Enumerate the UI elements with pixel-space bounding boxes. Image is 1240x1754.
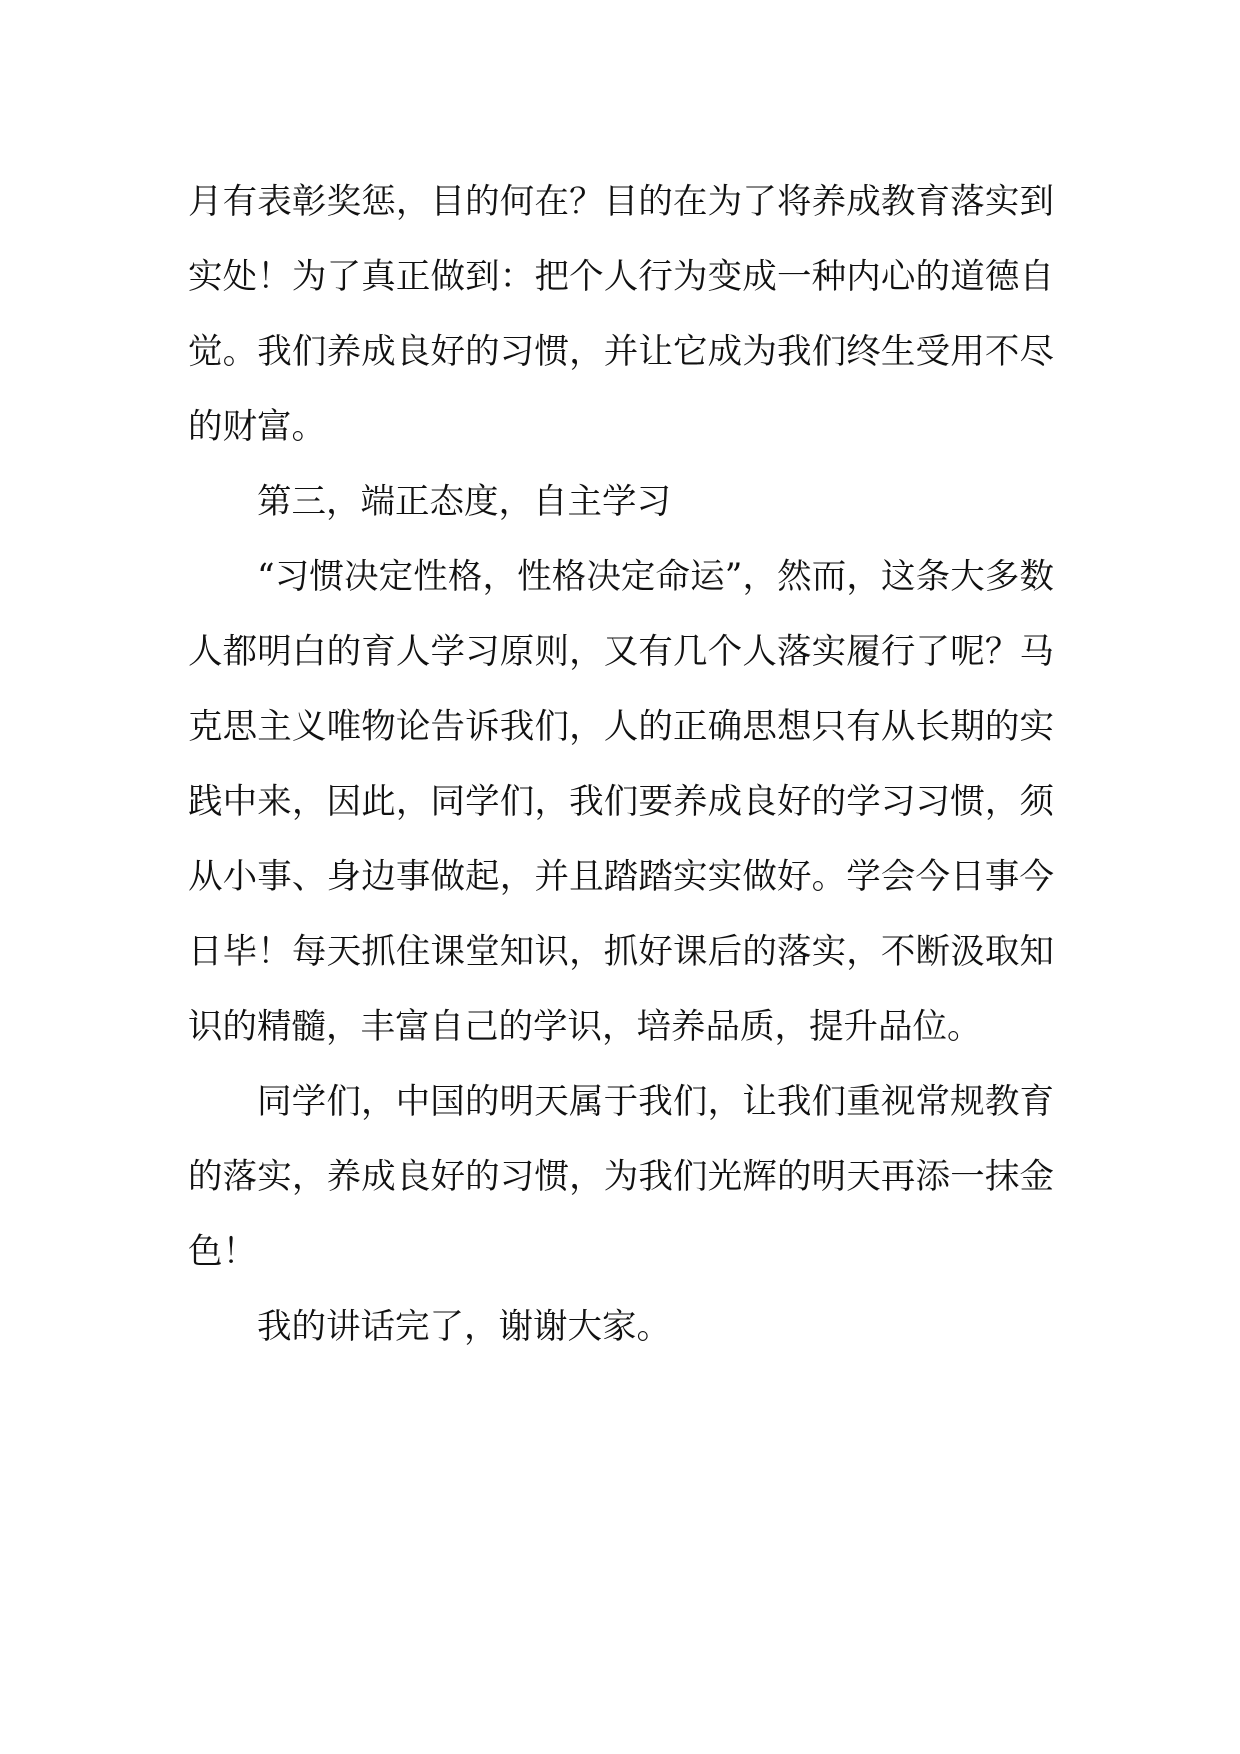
paragraph-conclusion: 同学们，中国的明天属于我们，让我们重视常规教育的落实，养成良好的习惯，为我们光辉的明天再添一抹金色！ — [188, 1082, 1054, 1272]
section-heading: 第三，端正态度，自主学习 — [257, 482, 671, 522]
paragraph-continuation: 月有表彰奖惩，目的何在？目的在为了将养成教育落实到实处！为了真正做到：把个人行为变成一种内心的道德自觉。我们养成良好的习惯，并让它成为我们终生受用不尽的财富。 — [188, 182, 1054, 447]
document-body — [188, 165, 1054, 1365]
closing-remark: 我的讲话完了，谢谢大家。 — [257, 1307, 671, 1347]
paragraph-habits: “习惯决定性格，性格决定命运”，然而，这条大多数人都明白的育人学习原则，又有几个人落实履行了呢？马克思主义唯物论告诉我们，人的正确思想只有从长期的实践中来，因此，同学们，我们要养成良好的学习习惯，须从小事、身边事做起，并且踏踏实实做好。学会今日事今日毕！每天抓住课堂知识，抓好课后的落实，不断汲取知识的精髓，丰富自己的学识，培养品质，提升品位。 — [188, 557, 1054, 1047]
